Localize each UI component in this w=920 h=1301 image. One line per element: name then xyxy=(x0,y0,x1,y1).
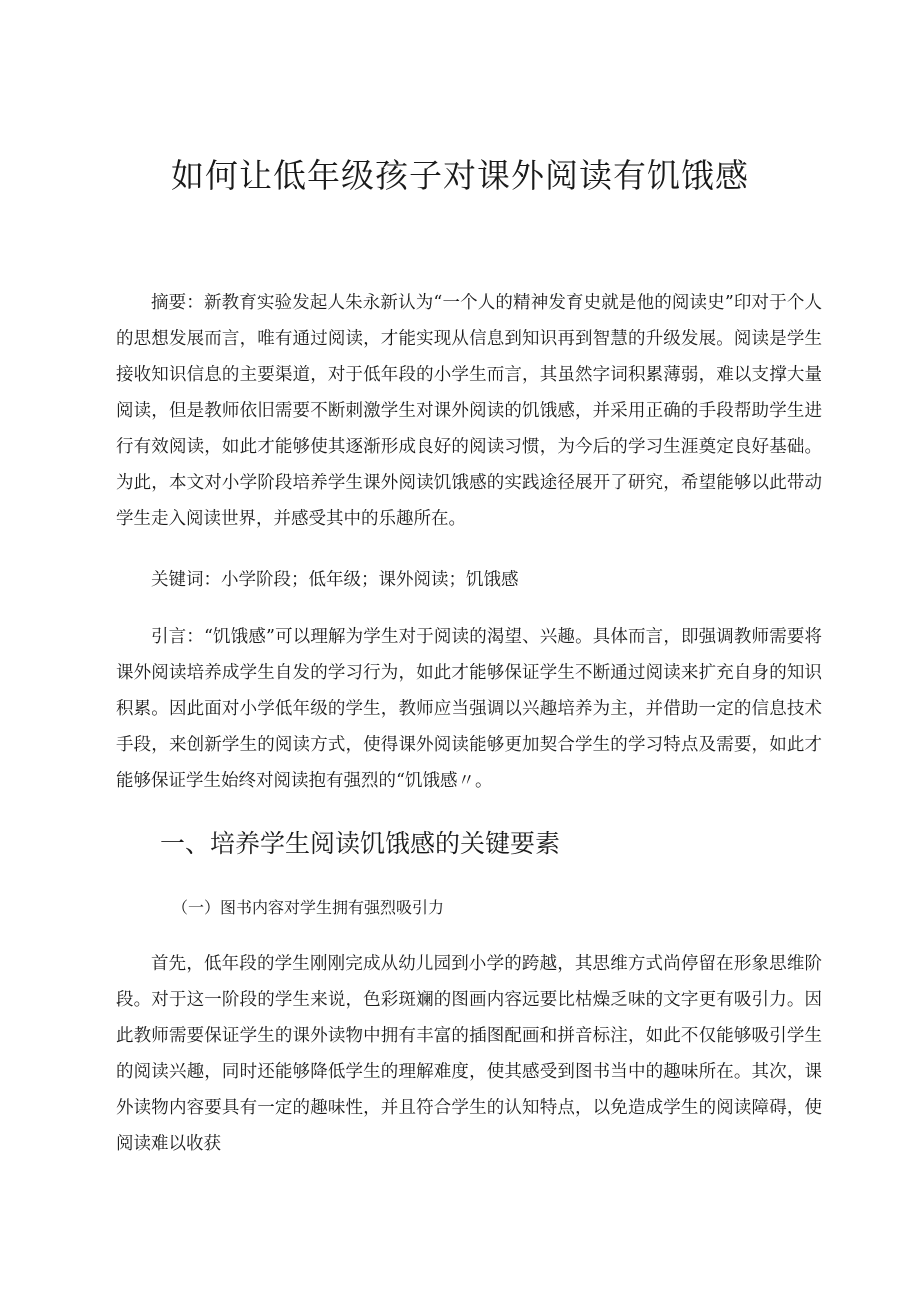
keywords-line: 关键词：小学阶段；低年级；课外阅读；饥饿感 xyxy=(151,570,519,590)
document-title: 如何让低年级孩子对课外阅读有饥饿感 xyxy=(171,156,749,195)
abstract-paragraph: 摘要：新教育实验发起人朱永新认为“一个人的精神发育史就是他的阅读史”印对于个人的思想发展而言，唯有通过阅读，才能实现从信息到知识再到智慧的升级发展。阅读是学生接收知识信息的主要渠道，对于低年段的小学生而言，其虽然字词积累薄弱，难以支撑大量阅读，但是教师依旧需要不断刺激学生对课外阅读的饥饿感，并采用正确的手段帮助学生进行有效阅读，如此才能够使其逐渐形成良好的阅读习惯，为今后的学习生涯奠定良好基础。为此，本文对小学阶段培养学生课外阅读饥饿感的实践途径展开了研究，希望能够以此带动学生走入阅读世界，并感受其中的乐趣所在。 xyxy=(116,293,822,529)
subsection-heading: （一）图书内容对学生拥有强烈吸引力 xyxy=(172,898,445,917)
introduction-paragraph: 引言：“饥饿感”可以理解为学生对于阅读的渴望、兴趣。具体而言，即强调教师需要将课外阅读培养成学生自发的学习行为，如此才能够保证学生不断通过阅读来扩充自身的知识积累。因此面对小学低年级的学生，教师应当强调以兴趣培养为主，并借助一定的信息技术手段，来创新学生的阅读方式，使得课外阅读能够更加契合学生的学习特点及需要，如此才能够保证学生始终对阅读抱有强烈的“饥饿感〃。 xyxy=(116,627,822,791)
body-paragraph: 首先，低年段的学生刚刚完成从幼儿园到小学的跨越，其思维方式尚停留在形象思维阶段。对于这一阶段的学生来说，色彩斑斓的图画内容远要比枯燥乏味的文字更有吸引力。因此教师需要保证学生的课外读物中拥有丰富的插图配画和拼音标注，如此不仅能够吸引学生的阅读兴趣，同时还能够降低学生的理解难度，使其感受到图书当中的趣味所在。其次，课外读物内容要具有一定的趣味性，并且符合学生的认知特点，以免造成学生的阅读障碍，使阅读难以收获 xyxy=(116,954,822,1154)
section-heading: 一、培养学生阅读饥饿感的关键要素 xyxy=(160,829,561,858)
